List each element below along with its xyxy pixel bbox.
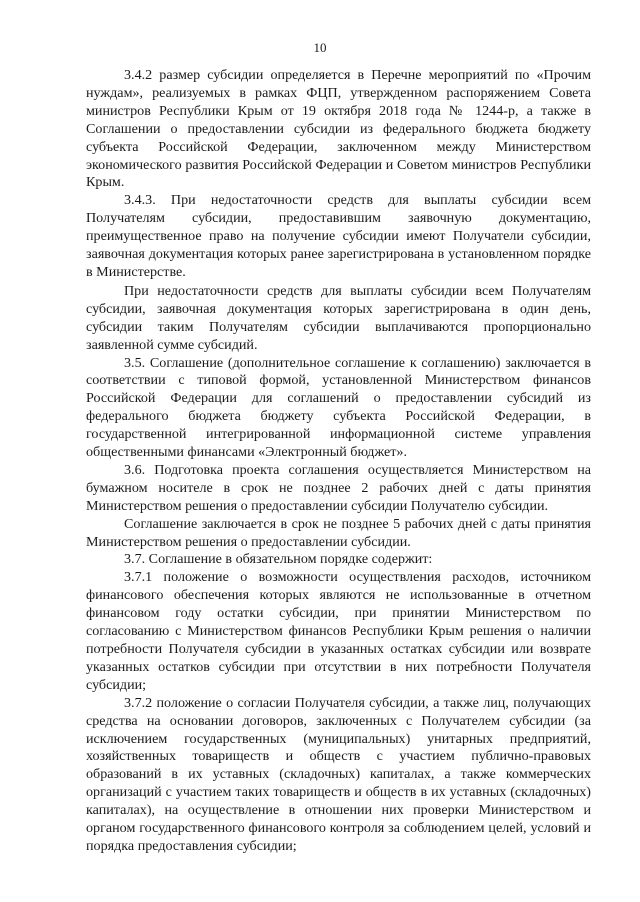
paragraph-3-7-2: 3.7.2 положение о согласии Получателя субсидии, а также лиц, получающих средства на основании договоров, заключенных с Получателем субсидии (за исключением государственных (муниципальных) унитарных предприятий, хозяйственных товариществ и обществ с участием публично-правовых образований в их уставных (складочных) капиталах, а также коммерческих организаций с участием таких товариществ и обществ в их уставных (складочных) капиталах), на осуществление в отношении них проверки Министерством и органом государственного финансового контроля за соблюдением целей, условий и порядка предоставления субсидии;	[86, 694, 591, 854]
paragraph-3-7-1: 3.7.1 положение о возможности осуществления расходов, источником финансового обеспечения которых являются не использованные в отчетном финансовом году остатки субсидии, при принятии Министерством по согласованию с Министерством финансов Республики Крым решения о наличии потребности Получателя субсидии в указанных остатках субсидии или возврате указанных остатков субсидии при отсутствии в них потребности Получателя субсидии;	[86, 569, 591, 693]
document-body	[86, 67, 591, 856]
paragraph-3-4-3: 3.4.3. При недостаточности средств для выплаты субсидии всем Получателям субсидии, предоставившим заявочную документацию, преимущественное право на получение субсидии имеют Получатели субсидии, заявочная документация которых ранее зарегистрирована в установленном порядке в Министерстве.	[86, 192, 591, 280]
paragraph-3-6: 3.6. Подготовка проекта соглашения осуществляется Министерством на бумажном носителе в срок не позднее 2 рабочих дней с даты принятия Министерством решения о предоставлении субсидии Получателю субсидии.	[86, 461, 591, 514]
paragraph-3-7: 3.7. Соглашение в обязательном порядке содержит:	[124, 551, 433, 568]
paragraph-3-4-2: 3.4.2 размер субсидии определяется в Перечне мероприятий по «Прочим нуждам», реализуемых в рамках ФЦП, утвержденном распоряжением Совета министров Республики Крым от 19 октября 2018 года № 1244-р, а также в Соглашении о предоставлении субсидии из федерального бюджета бюджету субъекта Российской Федерации, заключенном между Министерством экономического развития Российской Федерации и Советом министров Республики Крым.	[86, 67, 591, 191]
paragraph-insufficient-funds: При недостаточности средств для выплаты субсидии всем Получателям субсидии, заявочная документация которых зарегистрирована в один день, субсидии таким Получателям субсидии выплачиваются пропорционально заявленной сумме субсидий.	[86, 282, 591, 353]
page-number: 10	[313, 40, 327, 55]
paragraph-agreement-deadline: Соглашение заключается в срок не позднее 5 рабочих дней с даты принятия Министерством решения о предоставлении субсидии.	[86, 515, 591, 550]
paragraph-3-5: 3.5. Соглашение (дополнительное соглашение к соглашению) заключается в соответствии с типовой формой, установленной Министерством финансов Российской Федерации для соглашений о предоставлении субсидий из федерального бюджета бюджету субъекта Российской Федерации, в государственной интегрированной информационной системе управления общественными финансами «Электронный бюджет».	[86, 354, 591, 461]
